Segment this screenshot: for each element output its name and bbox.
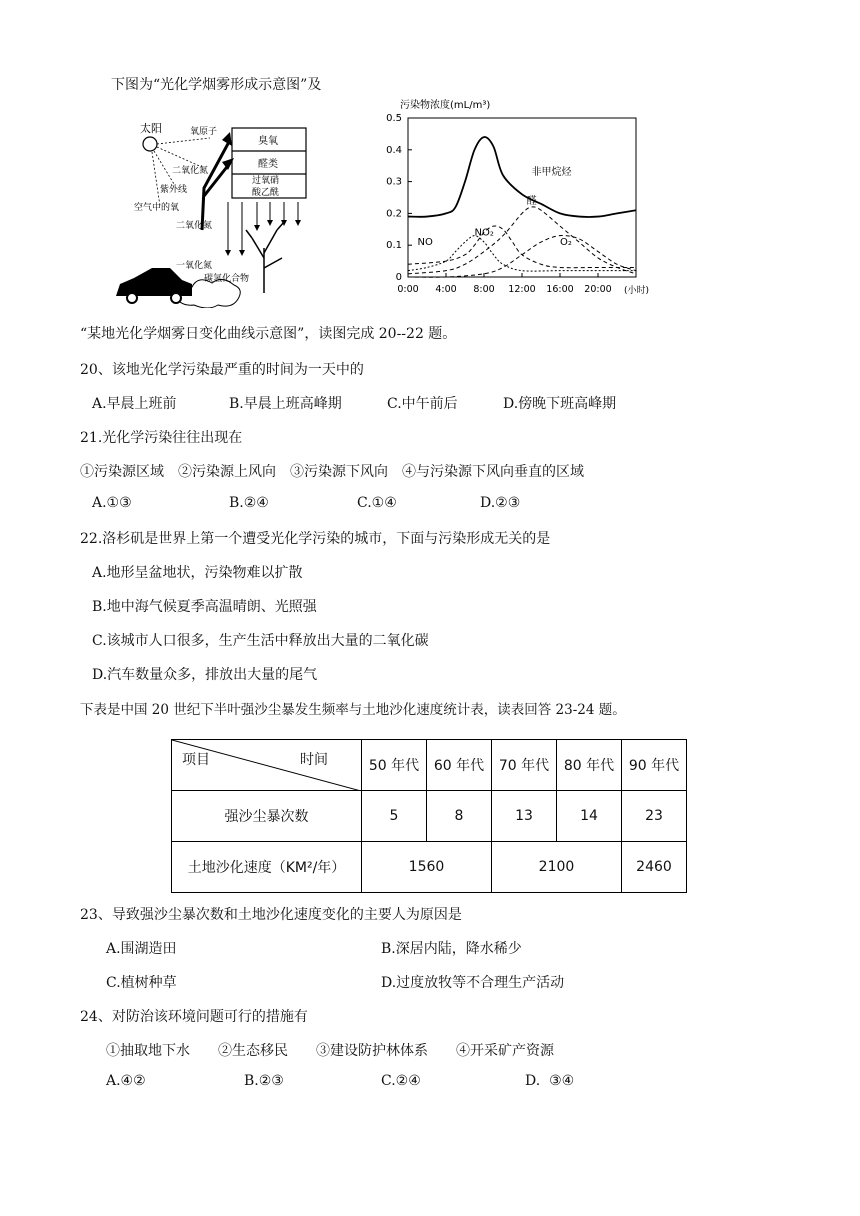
table-intro: 下表是中国 20 世纪下半叶强沙尘暴发生频率与土地沙化速度统计表，读表回答 23-24 题。	[80, 702, 626, 718]
series-label: 醛	[526, 195, 537, 207]
y-tick-label: 0.5	[386, 113, 402, 124]
q21-option-d[interactable]: D.②③	[480, 495, 521, 511]
smog-daily-chart	[380, 96, 652, 306]
corner-right-label: 时间	[300, 752, 328, 768]
label-no2: 二氧化氮	[172, 166, 209, 176]
q21-option-a[interactable]: A.①③	[92, 495, 132, 511]
x-tick-label: 0:00	[397, 284, 419, 295]
label-hydrocarbon: 碳氢化合物	[204, 274, 250, 284]
q24-stem: 24、对防治该环境问题可行的措施有	[80, 1009, 308, 1025]
box-pan-2: 酸乙酰	[252, 188, 280, 198]
box-ozone: 臭氧	[258, 136, 278, 147]
row1-value-70s: 13	[492, 791, 557, 842]
x-tick-label: 12:00	[508, 284, 536, 295]
q22-option-c[interactable]: C.该城市人口很多，生产生活中释放出大量的二氧化碳	[92, 633, 429, 649]
box-pan-1: 过氧硝	[252, 176, 280, 186]
q20-stem: 20、该地光化学污染最严重的时间为一天中的	[80, 362, 364, 378]
q20-option-d[interactable]: D.傍晚下班高峰期	[503, 396, 617, 412]
x-tick-label: 20:00	[584, 284, 612, 295]
q24-option-a[interactable]: A.④②	[106, 1073, 146, 1089]
label-sun: 太阳	[140, 122, 162, 135]
row2-value-50s-60s: 1560	[362, 842, 492, 893]
tree-icon	[246, 222, 284, 293]
series-label: NO	[417, 237, 433, 249]
corner-left-label: 项目	[182, 752, 210, 768]
q23-option-b[interactable]: B.深居内陆，降水稀少	[381, 941, 522, 957]
header-70s: 70 年代	[492, 740, 557, 791]
y-tick-label: 0.2	[386, 208, 402, 220]
q24-option-b[interactable]: B.②③	[244, 1073, 284, 1089]
series-label: O₂	[560, 237, 572, 249]
row2-value-70s-80s: 2100	[492, 842, 622, 893]
q24-sub: ①抽取地下水 ②生态移民 ③建设防护林体系 ④开采矿产资源	[106, 1043, 554, 1059]
series-line	[408, 236, 636, 278]
series-line	[408, 236, 636, 271]
row1-label: 强沙尘暴次数	[172, 791, 362, 842]
label-uv: 紫外线	[160, 185, 188, 195]
label-air-oxygen: 空气中的氧	[134, 203, 180, 213]
label-no2-lower: 二氧化氮	[176, 221, 213, 231]
q23-option-c[interactable]: C.植树种草	[106, 975, 177, 991]
q23-option-a[interactable]: A.围湖造田	[106, 941, 177, 957]
header-50s: 50 年代	[362, 740, 427, 791]
q22-option-b[interactable]: B.地中海气候夏季高温晴朗、光照强	[92, 599, 317, 615]
x-tick-label: 16:00	[546, 284, 574, 295]
q22-option-a[interactable]: A.地形呈盆地状，污染物难以扩散	[92, 565, 303, 581]
series-label: 非甲烷烃	[531, 167, 572, 179]
row2-label: 土地沙化速度（KM²/年）	[172, 842, 362, 893]
box-aldehydes: 醛类	[258, 159, 278, 170]
table-corner-cell	[172, 740, 362, 791]
intro-line-2: “某地光化学烟雾日变化曲线示意图”，读图完成 20--22 题。	[80, 326, 457, 342]
plot-frame	[408, 118, 636, 277]
label-oxygen-atom: 氧原子	[190, 127, 218, 137]
q21-stem: 21.光化学污染往往出现在	[80, 430, 243, 446]
q21-option-c[interactable]: C.①④	[357, 495, 397, 511]
label-no: 一氧化氮	[176, 261, 213, 271]
q22-option-d[interactable]: D.汽车数量众多，排放出大量的尾气	[92, 667, 318, 683]
q20-option-c[interactable]: C.中午前后	[387, 396, 458, 412]
row2-value-90s: 2460	[622, 842, 687, 893]
series-label: NO₂	[474, 227, 494, 239]
x-tick-label: 8:00	[473, 284, 495, 295]
series-line	[408, 137, 636, 217]
q20-option-b[interactable]: B.早晨上班高峰期	[229, 396, 342, 412]
y-tick-label: 0.4	[386, 144, 402, 156]
chart-ylabel: 污染物浓度(mL/m³)	[400, 100, 491, 111]
sun-icon	[143, 137, 157, 151]
smog-formation-diagram	[112, 118, 322, 308]
q21-option-b[interactable]: B.②④	[229, 495, 269, 511]
y-tick-label: 0.1	[386, 240, 402, 252]
q22-stem: 22.洛杉矶是世界上第一个遭受光化学污染的城市，下面与污染形成无关的是	[80, 531, 551, 547]
header-60s: 60 年代	[427, 740, 492, 791]
series-line	[408, 226, 636, 268]
car-icon	[116, 268, 192, 303]
intro-line-1: 下图为“光化学烟雾形成示意图”及	[111, 77, 322, 93]
q24-option-d[interactable]: D. ③④	[525, 1073, 575, 1089]
row1-value-60s: 8	[427, 791, 492, 842]
q21-sub: ①污染源区域 ②污染源上风向 ③污染源下风向 ④与污染源下风向垂直的区域	[80, 464, 584, 480]
q24-option-c[interactable]: C.②④	[381, 1073, 421, 1089]
y-tick-label: 0.3	[386, 176, 402, 188]
header-90s: 90 年代	[622, 740, 687, 791]
q20-option-a[interactable]: A.早晨上班前	[92, 396, 177, 412]
q23-stem: 23、导致强沙尘暴次数和土地沙化速度变化的主要人为原因是	[80, 907, 462, 923]
q23-option-d[interactable]: D.过度放牧等不合理生产活动	[381, 975, 565, 991]
chart-xunit: (小时)	[624, 286, 650, 296]
row1-value-80s: 14	[557, 791, 622, 842]
sandstorm-table	[171, 739, 687, 893]
row1-value-90s: 23	[622, 791, 687, 842]
y-tick-label: 0	[395, 272, 402, 283]
row1-value-50s: 5	[362, 791, 427, 842]
header-80s: 80 年代	[557, 740, 622, 791]
x-tick-label: 4:00	[435, 284, 457, 295]
